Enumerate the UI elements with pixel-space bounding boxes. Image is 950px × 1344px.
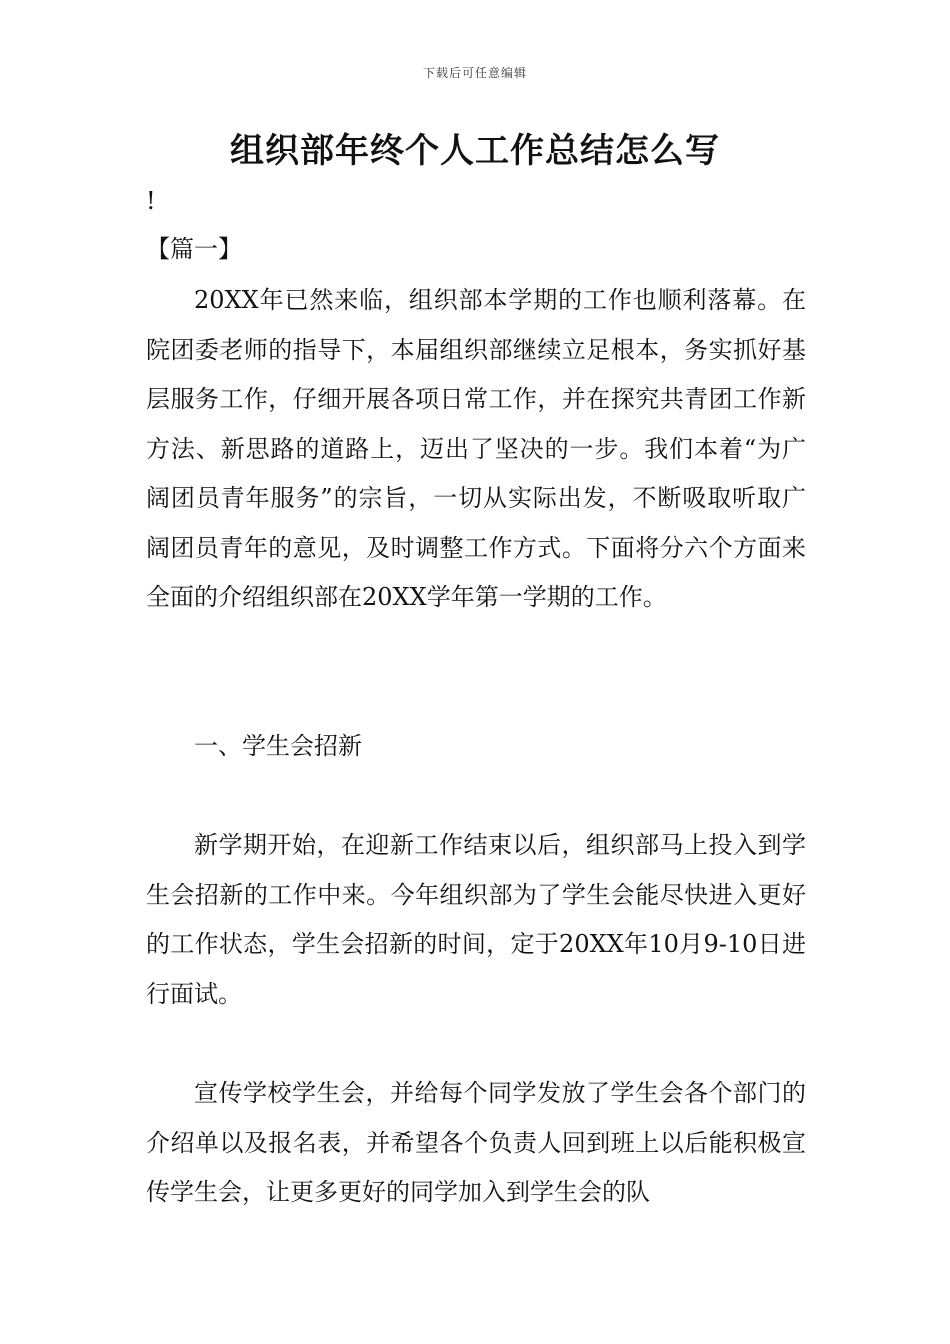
header-note: 下载后可任意编辑 — [422, 66, 527, 80]
paragraph-recruitment: 新学期开始，在迎新工作结束以后，组织部马上投入到学生会招新的工作中来。今年组织部为了学生会能尽快进入更好的工作状态，学生会招新的时间，定于20XX年10月9-10日进行面试。 — [146, 831, 806, 1008]
section-heading-recruitment: 一、学生会招新 — [194, 732, 362, 760]
section-tag: 【篇一】 — [146, 235, 242, 263]
exclamation-mark: ! — [146, 187, 156, 215]
paragraph-promotion: 宣传学校学生会，并给每个同学发放了学生会各个部门的介绍单以及报名表，并希望各个负责人回到班上以后能积极宣传学生会，让更多更好的同学加入到学生会的队 — [146, 1079, 806, 1206]
paragraph-intro: 20XX年已然来临，组织部本学期的工作也顺利落幕。在院团委老师的指导下，本届组织部继续立足根本，务实抓好基层服务工作，仔细开展各项日常工作，并在探究共青团工作新方法、新思路的道路上，迈出了坚决的一步。我们本着“为广阔团员青年服务”的宗旨，一切从实际出发，不断吸取听取广阔团员青年的意见，及时调整工作方式。下面将分六个方面来全面的介绍组织部在20XX学年第一学期的工作。 — [146, 286, 806, 611]
document-title: 组织部年终个人工作总结怎么写 — [230, 131, 720, 171]
